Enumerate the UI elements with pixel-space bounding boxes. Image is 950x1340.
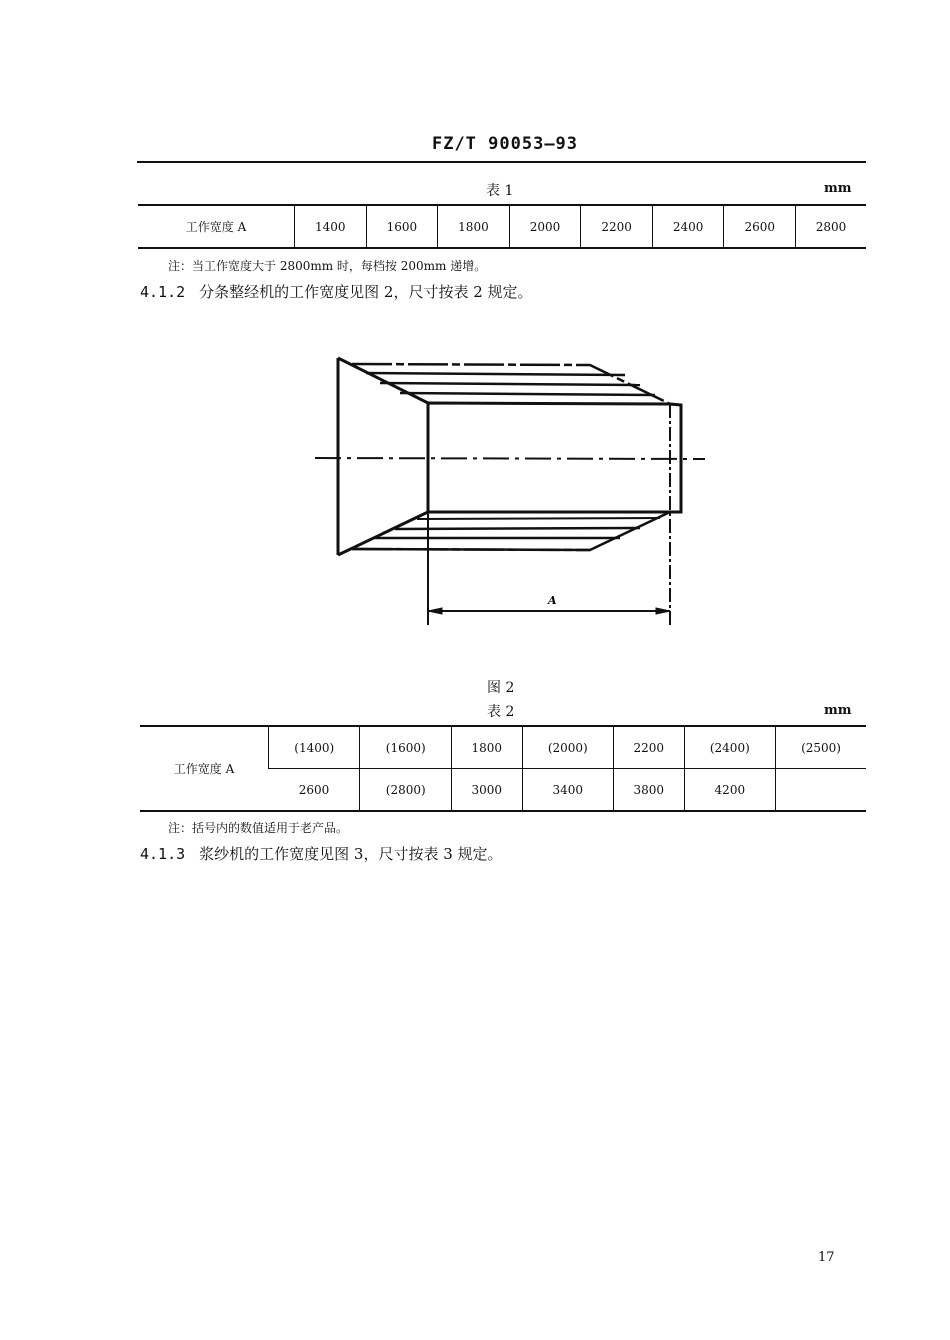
section-4-1-3 — [140, 843, 503, 864]
table2-unit: mm — [824, 703, 852, 718]
section-text: 浆纱机的工作宽度见图 3，尺寸按表 3 规定。 — [199, 845, 503, 863]
table-cell: 2000 — [509, 205, 581, 248]
table-cell — [776, 769, 866, 812]
table1-caption: 表 1 — [486, 183, 514, 199]
table1-unit: mm — [824, 181, 852, 196]
table-cell: 2800 — [796, 205, 866, 248]
table-cell: 3000 — [451, 769, 522, 812]
table1-note: 注：当工作宽度大于 2800mm 时，每档按 200mm 递增。 — [168, 259, 487, 273]
table-cell: 3400 — [522, 769, 613, 812]
section-text: 分条整经机的工作宽度见图 2，尺寸按表 2 规定。 — [199, 283, 533, 301]
table-cell: 2400 — [652, 205, 724, 248]
row-label: 工作宽度 A — [185, 220, 247, 234]
table-cell: 1600 — [366, 205, 438, 248]
row-label: 工作宽度 A — [173, 762, 235, 776]
table-cell: 2200 — [581, 205, 653, 248]
table-cell: 2200 — [614, 726, 685, 769]
table-cell: (1400) — [269, 726, 360, 769]
table-cell: (2400) — [684, 726, 775, 769]
table2-caption: 表 2 — [487, 704, 515, 720]
table-cell: 1400 — [295, 205, 367, 248]
table-cell: 1800 — [451, 726, 522, 769]
table-cell: (2800) — [360, 769, 451, 812]
figure2-caption: 图 2 — [487, 680, 515, 696]
table-cell: (1600) — [360, 726, 451, 769]
page-number: 17 — [818, 1250, 835, 1265]
table-cell: (2000) — [522, 726, 613, 769]
table-cell: (2500) — [776, 726, 866, 769]
table-cell: 3800 — [614, 769, 685, 812]
standard-code-header: FZ/T 90053—93 — [431, 134, 579, 154]
table-cell: 1800 — [438, 205, 510, 248]
table-cell: 2600 — [298, 782, 330, 797]
section-number: 4.1.2 — [140, 283, 186, 301]
table2-note: 注：括号内的数值适用于老产品。 — [168, 821, 349, 835]
dimension-label: A — [548, 594, 557, 607]
table-row — [140, 726, 866, 769]
section-number: 4.1.3 — [140, 845, 186, 863]
centerline — [315, 458, 705, 459]
table-cell: 4200 — [684, 769, 775, 812]
table2 — [140, 725, 866, 812]
table-cell: 2600 — [724, 205, 796, 248]
